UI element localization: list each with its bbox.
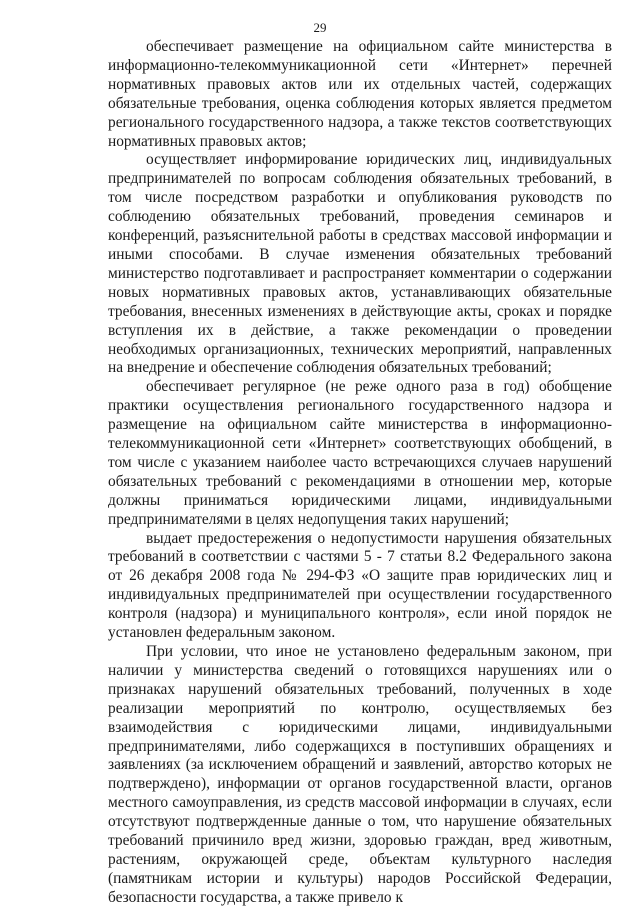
paragraph-publication-of-acts: обеспечивает размещение на официальном сайте министерства в информационно-телекоммуникационной сети «Интернет» перечней нормативных правовых актов или их отдельных частей, содержащих обязательные требования, оценка соблюдения которых является предметом регионального государственного надзора, а также текстов соответствующих нормативных правовых актов; [108, 38, 612, 150]
paragraph-conditions: При условии, что иное не установлено федеральным законом, при наличии у министерства сведений о готовящихся нарушениях или о признаках нарушений обязательных требований, полученных в ходе реализации мероприятий по контролю, осуществляемых без взаимодействия с юридическими лицами, индивидуальными предпринимателями, либо содержащихся в поступивших обращениях и заявлениях (за исключением обращений и заявлений, авторство которых не подтверждено), информации от органов государственной власти, органов местного самоуправления, из средств массовой информации в случаях, если отсутствуют подтвержденные данные о том, что нарушение обязательных требований причинило вред жизни, здоровью граждан, вред животным, растениям, окружающей среде, объектам культурного наследия (памятникам истории и культуры) народов Российской Федерации, безопасности государства, а также привело к [108, 643, 612, 906]
paragraph-warnings: выдает предостережения о недопустимости нарушения обязательных требований в соответствии с частями 5 - 7 статьи 8.2 Федерального закона от 26 декабря 2008 года № 294-ФЗ «О защите прав юридических лиц и индивидуальных предпринимателей при осуществлении государственного контроля (надзора) и муниципального контроля», если иной порядок не установлен федеральным законом. [108, 529, 612, 642]
paragraph-practice-generalization: обеспечивает регулярное (не реже одного раза в год) обобщение практики осуществления регионального государственного надзора и размещение на официальном сайте министерства в информационно-телекоммуникационной сети «Интернет» соответствующих обобщений, в том числе с указанием наиболее часто встречающихся случаев нарушений обязательных требований с рекомендациями в отношении мер, которые должны приниматься юридическими лицами, индивидуальными предпринимателями в целях недопущения таких нарушений; [108, 378, 612, 528]
page-number: 29 [313, 20, 327, 35]
paragraph-informing: осуществляет информирование юридических лиц, индивидуальных предпринимателей по вопросам соблюдения обязательных требований, в том числе посредством разработки и опубликования руководств по соблюдению обязательных требований, проведения семинаров и конференций, разъяснительной работы в средствах массовой информации и иными способами. В случае изменения обязательных требований министерство подготавливает и распространяет комментарии о содержании новых нормативных правовых актов, устанавливающих обязательные требования, внесенных изменениях в действующие акты, сроках и порядке вступления их в действие, а также рекомендации о проведении необходимых организационных, технических мероприятий, направленных на внедрение и обеспечение соблюдения обязательных требований; [108, 151, 612, 377]
document-body [108, 38, 612, 908]
